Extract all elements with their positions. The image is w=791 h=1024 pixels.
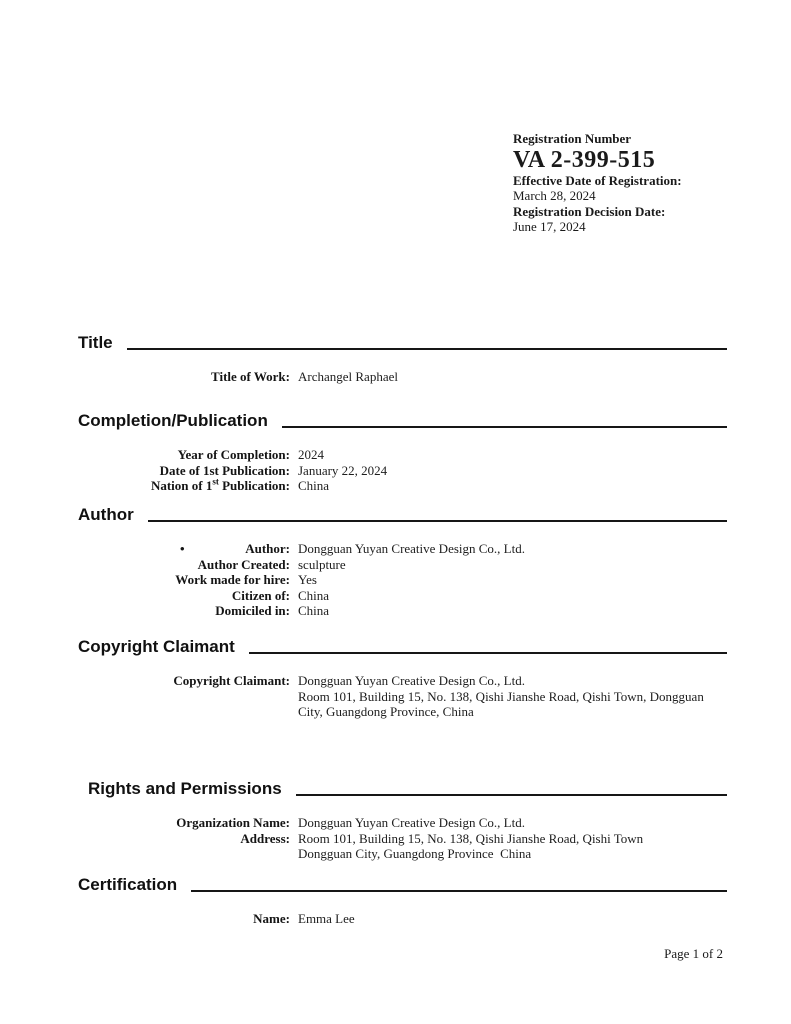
field-value bbox=[298, 603, 727, 619]
field-value-line: China bbox=[298, 603, 330, 618]
field-value-line: China bbox=[298, 587, 330, 603]
field-label: Name: bbox=[253, 911, 290, 926]
field-row bbox=[78, 831, 727, 862]
field-value-line: Dongguan Yuyan Creative Design Co., Ltd. bbox=[298, 673, 525, 688]
section-heading: Title bbox=[78, 333, 113, 352]
field-row bbox=[78, 911, 727, 927]
field-value-line: Room 101, Building 15, No. 138, Qishi Jianshe Road, Qishi Town bbox=[298, 830, 644, 846]
section-author bbox=[78, 505, 727, 619]
field-value bbox=[298, 463, 727, 479]
section-rows bbox=[78, 447, 727, 494]
field-value-line: sculpture bbox=[298, 556, 346, 572]
field-label: • Author: bbox=[180, 541, 290, 556]
field-value bbox=[298, 588, 727, 604]
field-value-line: 2024 bbox=[298, 447, 324, 462]
field-row bbox=[78, 369, 727, 385]
effective-date-value: March 28, 2024 bbox=[513, 188, 596, 203]
field-value-line: Emma Lee bbox=[298, 911, 355, 926]
section-rows bbox=[78, 673, 727, 720]
section-copyright-claimant bbox=[78, 637, 727, 720]
section-header bbox=[78, 875, 727, 894]
field-label: Date of 1st Publication: bbox=[159, 462, 290, 478]
field-row bbox=[78, 557, 727, 573]
section-rule-line bbox=[282, 426, 727, 428]
section-rule-line bbox=[148, 520, 727, 522]
field-value bbox=[298, 541, 727, 557]
field-label: Organization Name: bbox=[176, 815, 290, 830]
field-row bbox=[78, 588, 727, 604]
field-label: Nation of 1st Publication: bbox=[150, 476, 290, 493]
field-row bbox=[78, 603, 727, 619]
section-rule-line bbox=[127, 348, 727, 350]
section-completion-publication bbox=[78, 411, 727, 494]
section-rule-line bbox=[249, 652, 727, 654]
field-row bbox=[78, 815, 727, 831]
section-rule-line bbox=[191, 890, 727, 892]
field-value bbox=[298, 447, 727, 463]
section-header bbox=[78, 333, 727, 352]
field-value-line: Dongguan Yuyan Creative Design Co., Ltd. bbox=[298, 541, 525, 556]
field-row bbox=[78, 447, 727, 463]
field-row bbox=[78, 541, 727, 557]
field-value bbox=[298, 673, 727, 720]
field-value-line: City, Guangdong Province, China bbox=[298, 704, 474, 719]
decision-date-value: June 17, 2024 bbox=[513, 219, 586, 234]
registration-header-block bbox=[513, 131, 753, 235]
field-row bbox=[78, 463, 727, 479]
section-header bbox=[78, 637, 727, 656]
section-heading: Author bbox=[78, 505, 134, 524]
field-value-line: China bbox=[298, 478, 330, 493]
section-header bbox=[78, 779, 727, 798]
effective-date-label: Effective Date of Registration: bbox=[513, 172, 682, 188]
field-value bbox=[298, 815, 727, 831]
field-row bbox=[78, 478, 727, 494]
section-header bbox=[78, 411, 727, 430]
section-title bbox=[78, 333, 727, 385]
field-label: Author Created: bbox=[197, 556, 290, 572]
field-value-line: Archangel Raphael bbox=[298, 369, 398, 384]
field-value bbox=[298, 478, 727, 494]
registration-number: VA 2-399-515 bbox=[513, 146, 656, 173]
field-label: Work made for hire: bbox=[175, 572, 290, 587]
field-label: Year of Completion: bbox=[177, 447, 290, 462]
section-heading: Certification bbox=[78, 875, 178, 894]
section-rows bbox=[78, 369, 727, 385]
field-value bbox=[298, 831, 727, 862]
field-label: Copyright Claimant: bbox=[173, 673, 290, 688]
field-value-line: Yes bbox=[298, 572, 317, 587]
section-heading: Completion/Publication bbox=[78, 411, 268, 430]
section-heading: Rights and Permissions bbox=[88, 779, 282, 798]
field-label: Title of Work: bbox=[211, 369, 290, 384]
section-certification bbox=[78, 875, 727, 927]
field-label: Address: bbox=[240, 830, 290, 846]
section-rule-line bbox=[296, 794, 727, 796]
field-value-line: January 22, 2024 bbox=[298, 462, 388, 478]
section-rights-and-permissions bbox=[78, 779, 727, 862]
section-rows bbox=[78, 815, 727, 862]
field-value bbox=[298, 369, 727, 385]
page-indicator: Page 1 of 2 bbox=[664, 946, 723, 961]
field-row bbox=[78, 572, 727, 588]
section-rows bbox=[78, 911, 727, 927]
field-value-line: Dongguan Yuyan Creative Design Co., Ltd. bbox=[298, 815, 525, 830]
field-label: Citizen of: bbox=[231, 587, 290, 603]
field-label: Domiciled in: bbox=[215, 603, 290, 618]
section-heading: Copyright Claimant bbox=[78, 637, 235, 656]
field-value bbox=[298, 557, 727, 573]
section-rows bbox=[78, 541, 727, 619]
field-row bbox=[78, 673, 727, 720]
bullet-icon: • bbox=[180, 541, 185, 556]
field-value bbox=[298, 911, 727, 927]
decision-date-label: Registration Decision Date: bbox=[513, 203, 666, 219]
field-value bbox=[298, 572, 727, 588]
field-value-line: Room 101, Building 15, No. 138, Qishi Jianshe Road, Qishi Town, Dongguan bbox=[298, 688, 704, 704]
field-value-line: Dongguan City, Guangdong Province China bbox=[298, 846, 532, 861]
section-header bbox=[78, 505, 727, 524]
registration-number-label: Registration Number bbox=[513, 131, 632, 146]
